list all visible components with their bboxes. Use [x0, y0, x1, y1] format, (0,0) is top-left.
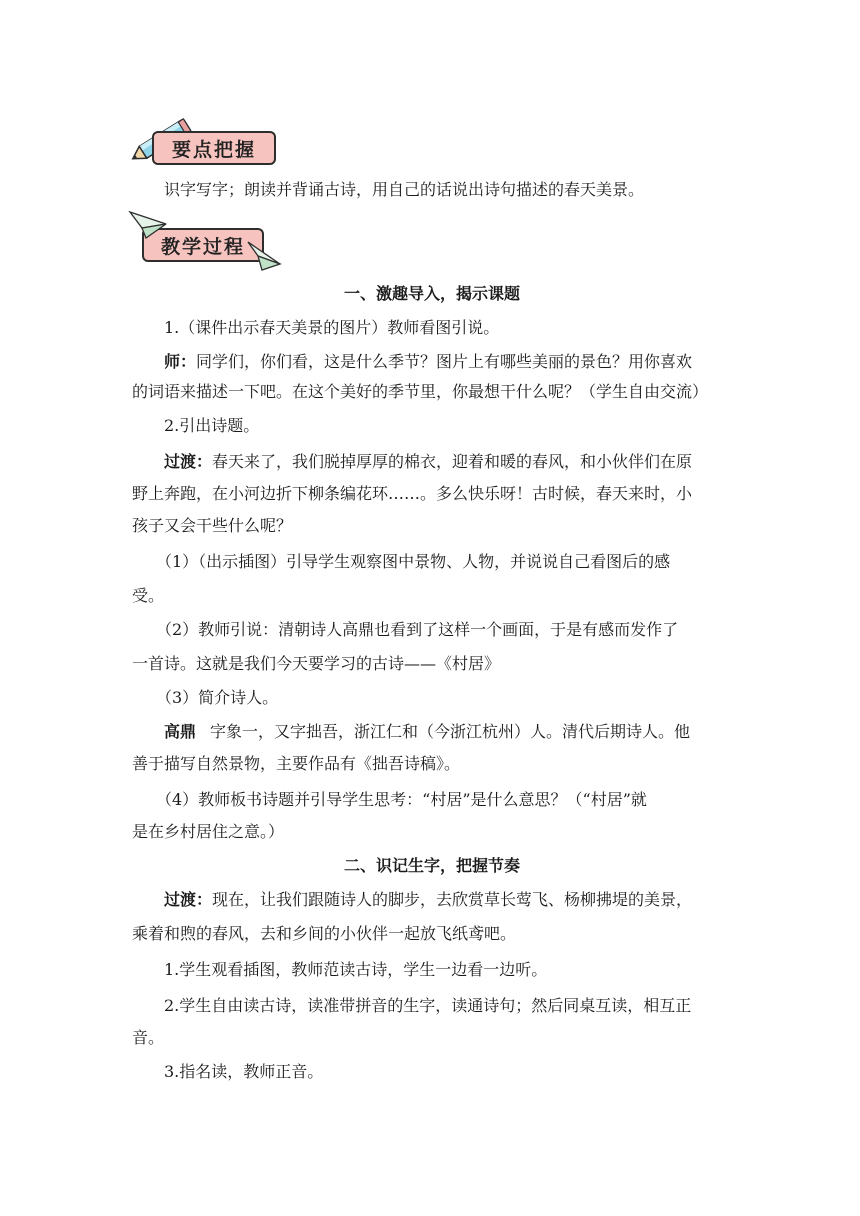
- s2-paragraph-1: 1.学生观看插图，教师范读古诗，学生一边看一边听。: [164, 960, 548, 979]
- s1-step-3: （3）简介诗人。: [156, 688, 279, 707]
- s2-paragraph-3: 3.指名读，教师正音。: [164, 1062, 324, 1081]
- s1-transition-line-2: 野上奔跑，在小河边折下柳条编花环……。多么快乐呀！古时候，春天来时，小: [132, 484, 693, 503]
- s2-paragraph-2-line-2: 音。: [132, 1028, 165, 1047]
- s1-transition-line-1: 过渡：春天来了，我们脱掉厚厚的棉衣，迎着和暖的春风，和小伙伴们在原: [164, 452, 693, 471]
- s2-transition-line-1: 过渡：现在，让我们跟随诗人的脚步，去欣赏草长莺飞、杨柳拂堤的美景，: [164, 890, 693, 909]
- s1-step-1-line-1: （1）（出示插图）引导学生观察图中景物、人物，并说说自己看图后的感: [156, 552, 671, 571]
- s1-teacher-line-1: 师：同学们，你们看，这是什么季节？图片上有哪些美丽的景色？用你喜欢: [164, 352, 693, 371]
- s1-transition-line-3: 孩子又会干些什么呢？: [132, 516, 293, 535]
- s1-step-4-line-2: 是在乡村居住之意。）: [132, 822, 285, 841]
- transition-label: 过渡：: [164, 452, 213, 471]
- transition-label-2: 过渡：: [164, 890, 213, 909]
- s1-paragraph-1: 1.（课件出示春天美景的图片）教师看图引说。: [164, 318, 500, 337]
- s1-paragraph-2: 2.引出诗题。: [164, 416, 260, 435]
- teaching-process-badge: [128, 208, 284, 270]
- s1-poet-line-1: 高鼎 字象一，又字拙吾，浙江仁和（今浙江杭州）人。清代后期诗人。他: [164, 722, 691, 741]
- paper-plane-icon: [128, 208, 168, 242]
- key-points-title: 要点把握: [152, 131, 276, 165]
- s1-teacher-line-2: 的词语来描述一下吧。在这个美好的季节里，你最想干什么呢？（学生自由交流）: [132, 382, 709, 401]
- key-points-badge: [128, 116, 278, 166]
- s1-step-4-line-1: （4）教师板书诗题并引导学生思考：“村居”是什么意思？（“村居”就: [156, 790, 647, 809]
- s2-paragraph-2-line-1: 2.学生自由读古诗，读准带拼音的生字，读通诗句；然后同桌互读，相互正: [164, 996, 692, 1015]
- teacher-label: 师：: [164, 352, 197, 371]
- s2-transition-line-2: 乘着和煦的春风，去和乡间的小伙伴一起放飞纸鸢吧。: [132, 924, 517, 943]
- section-1-heading: 一、激趣导入，揭示课题: [343, 284, 520, 303]
- section-2-heading: 二、识记生字，把握节奏: [343, 856, 520, 875]
- s1-poet-line-2: 善于描写自然景物，主要作品有《拙吾诗稿》。: [132, 754, 461, 773]
- teaching-process-title: 教学过程: [142, 228, 264, 262]
- poet-label: 高鼎: [164, 722, 197, 741]
- paper-plane-icon-small: [246, 238, 282, 272]
- s1-step-2-line-1: （2）教师引说：清朝诗人高鼎也看到了这样一个画面，于是有感而发作了: [156, 620, 679, 639]
- s1-step-1-line-2: 受。: [132, 586, 165, 605]
- s1-step-2-line-2: 一首诗。这就是我们今天要学习的古诗——《村居》: [132, 654, 501, 673]
- intro-text: 识字写字；朗读并背诵古诗，用自己的话说出诗句描述的春天美景。: [164, 180, 645, 199]
